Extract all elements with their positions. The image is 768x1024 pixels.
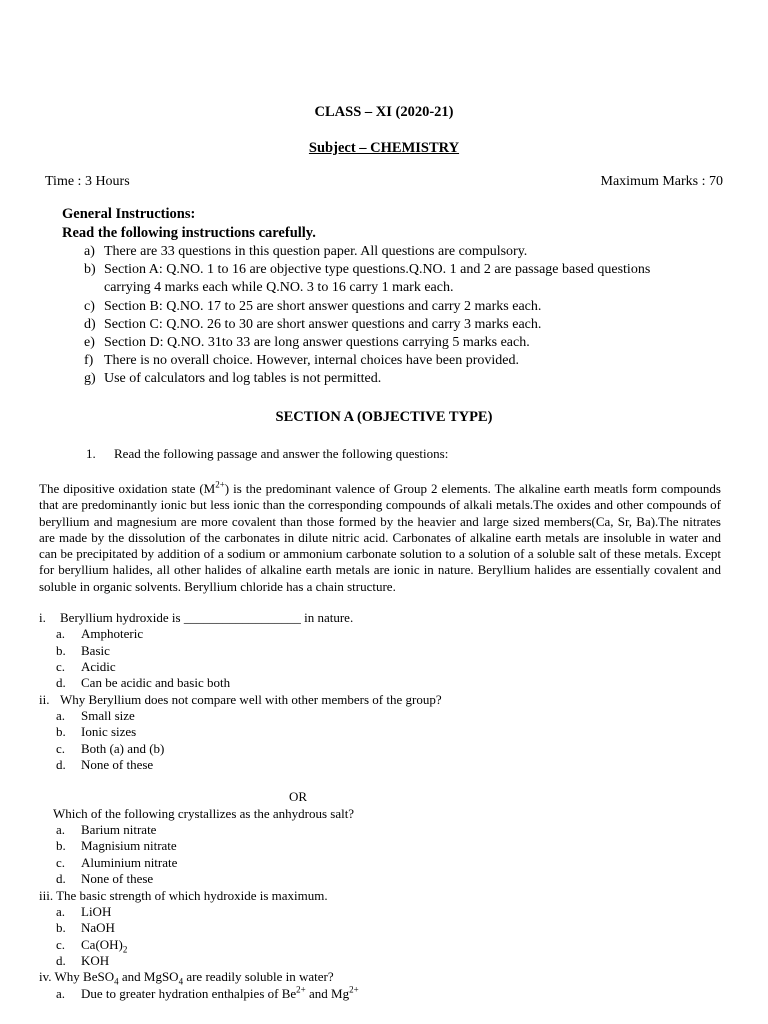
instruction-item: f) There is no overall choice. However, internal choices have been provided. [84, 353, 519, 369]
option: b. Magnisium nitrate [56, 838, 177, 854]
option: d. None of these [56, 757, 154, 773]
option: c. Both (a) and (b) [56, 740, 165, 756]
instruction-item: b) Section A: Q.NO. 1 to 16 are objective type questions.Q.NO. 1 and 2 are passage based questions [84, 262, 651, 278]
option: a. Small size [56, 708, 135, 724]
instruction-item: a) There are 33 questions in this question paper. All questions are compulsory. [84, 244, 528, 259]
instruction-item: g) Use of calculators and log tables is not permitted. [84, 371, 382, 387]
instruction-item-continuation: carrying 4 marks each while Q.NO. 3 to 16 carry 1 mark each. [104, 280, 454, 296]
option: a. LiOH [56, 903, 112, 919]
passage: The dipositive oxidation state $(M^{2+})$ is the predominant valence of Group 2 elements. The alkaline earth meatls form compounds that are predominantly ionic but less ionic than the corresponding compounds of alkali metals.The oxides and other compounds of beryllium and magnesium are more covalent than those formed by the heavier and large sized members(Ca, Sr, Ba).The nitrates are made by the dissolution of the carbonates in dilute nitric acid. Carbonates of alkaline earth metals are insoluble in water and can be precipitated by addition of a sodium or ammonium carbonate solution to a solution of a soluble salt of these metals. Except for beryllium halides, all other halides of alkaline earth metals are ionic in nature. Beryllium halides are essentially covalent and soluble in organic solvents. Beryllium chloride has a chain structure. [39, 479, 721, 594]
option: c. Aluminium nitrate [56, 854, 178, 870]
option: d. Can be acidic and basic both [56, 675, 231, 691]
option: b. NaOH [56, 920, 115, 936]
sub-question: iv. Why BeSO$_4$ and MgSO$_4$ are readily soluble in water? [39, 969, 334, 987]
instruction-item: e) Section D: Q.NO. 31to 33 are long answer questions carrying 5 marks each. [84, 335, 530, 351]
instructions-list [84, 243, 650, 389]
instruction-item: c) Section B: Q.NO. 17 to 25 are short answer questions and carry 2 marks each. [84, 298, 542, 314]
option: c. $Ca(OH)_2$ [56, 936, 128, 955]
option: c. Acidic [56, 659, 116, 675]
option: a. Due to greater hydration enthalpies of $Be^{2+}$ and $Mg^{2+}$ [56, 984, 359, 1001]
option: d. KOH [56, 952, 110, 968]
instructions-heading: General Instructions: [62, 206, 196, 222]
option: a. Amphoteric [56, 626, 144, 642]
question-1 [86, 446, 448, 462]
instructions-subheading: Read the following instructions carefully. [62, 225, 316, 241]
class-title: CLASS – XI (2020-21) [314, 104, 454, 120]
instruction-item: d) Section C: Q.NO. 26 to 30 are short answer questions and carry 3 marks each. [84, 316, 542, 332]
sub-question: i. Beryllium hydroxide is __________________ in nature. [39, 610, 354, 625]
option: b. Ionic sizes [56, 724, 137, 740]
alt-question: Which of the following crystallizes as the anhydrous salt? [53, 805, 355, 821]
option: a. Barium nitrate [56, 822, 157, 838]
question-text: Read the following passage and answer the following questions: [114, 446, 449, 461]
questions-block [39, 610, 557, 1002]
option: b. Basic [56, 642, 110, 658]
question-number: 1. [86, 446, 96, 461]
time-label: Time : 3 Hours [45, 174, 130, 189]
sub-question: ii. Why Beryllium does not compare well with other members of the group? [39, 691, 442, 707]
max-marks-label: Maximum Marks : 70 [600, 174, 723, 189]
option: d. None of these [56, 871, 154, 887]
sub-question: iii. The basic strength of which hydroxide is maximum. [39, 887, 328, 903]
or-divider: OR [288, 789, 308, 805]
section-a-heading: SECTION A (OBJECTIVE TYPE) [275, 409, 493, 425]
subject-title: Subject – CHEMISTRY [308, 140, 460, 156]
